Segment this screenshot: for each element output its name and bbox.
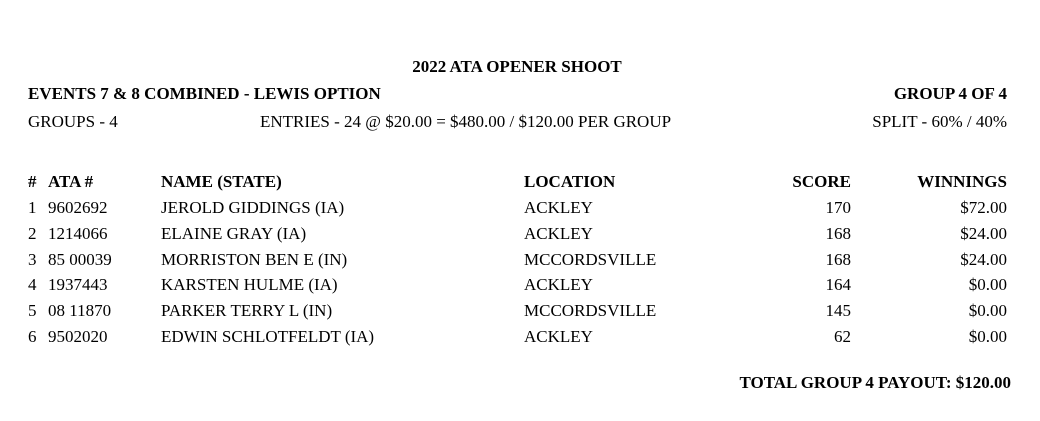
row-name: JEROLD GIDDINGS (IA) [161,198,345,217]
row-score: 62 [834,327,851,346]
row-num: 3 [28,250,37,269]
row-ata: 9602692 [48,198,108,217]
groups-count: GROUPS - 4 [28,112,118,131]
row-score: 164 [825,275,851,294]
col-header-score: SCORE [792,172,851,191]
row-ata: 1937443 [48,275,108,294]
col-header-winnings: WINNINGS [917,172,1007,191]
row-location: MCCORDSVILLE [524,250,657,269]
row-num: 2 [28,224,37,243]
row-winnings: $24.00 [960,224,1007,243]
event-title: EVENTS 7 & 8 COMBINED - LEWIS OPTION [28,84,381,103]
row-location: ACKLEY [524,198,593,217]
col-header-ata: ATA # [48,172,94,191]
row-name: ELAINE GRAY (IA) [161,224,307,243]
row-ata: 9502020 [48,327,108,346]
row-num: 4 [28,275,37,294]
row-score: 170 [825,198,851,217]
row-score: 168 [825,224,851,243]
row-winnings: $72.00 [960,198,1007,217]
row-score: 168 [825,250,851,269]
row-ata: 08 11870 [48,301,112,320]
row-winnings: $24.00 [960,250,1007,269]
entries-info: ENTRIES - 24 @ $20.00 = $480.00 / $120.00 PER GROUP [260,112,672,131]
row-name: PARKER TERRY L (IN) [161,301,333,320]
row-num: 6 [28,327,37,346]
row-ata: 85 00039 [48,250,112,269]
split-info: SPLIT - 60% / 40% [872,112,1007,131]
row-num: 5 [28,301,37,320]
group-label: GROUP 4 OF 4 [893,84,1007,103]
row-name: EDWIN SCHLOTFELDT (IA) [161,327,375,346]
row-num: 1 [28,198,37,217]
row-location: MCCORDSVILLE [524,301,657,320]
row-winnings: $0.00 [968,327,1007,346]
row-location: ACKLEY [524,327,593,346]
row-location: ACKLEY [524,224,593,243]
row-name: KARSTEN HULME (IA) [161,275,338,294]
row-name: MORRISTON BEN E (IN) [161,250,348,269]
col-header-name: NAME (STATE) [161,172,282,191]
total-payout: TOTAL GROUP 4 PAYOUT: $120.00 [739,373,1011,392]
col-header-location: LOCATION [524,172,616,191]
col-header-num: # [28,172,37,191]
page-title: 2022 ATA OPENER SHOOT [412,57,622,76]
row-score: 145 [825,301,851,320]
row-winnings: $0.00 [968,275,1007,294]
row-location: ACKLEY [524,275,593,294]
row-winnings: $0.00 [968,301,1007,320]
row-ata: 1214066 [48,224,108,243]
